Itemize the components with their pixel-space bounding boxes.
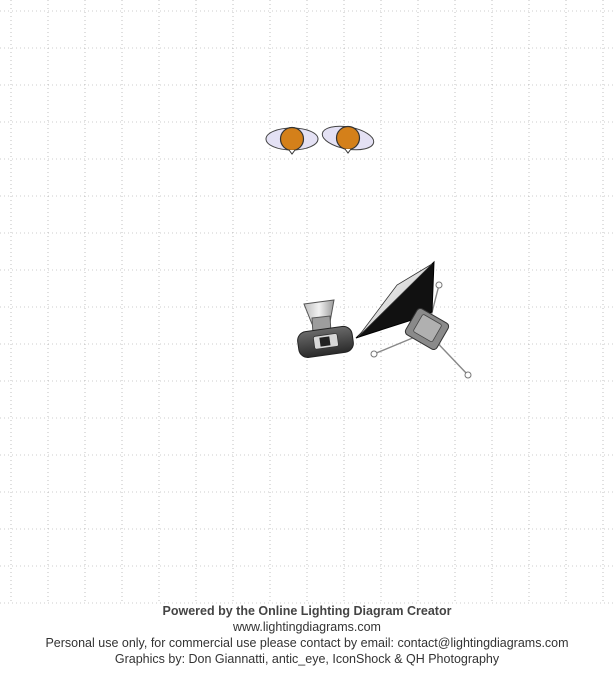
person-icon[interactable] bbox=[266, 128, 318, 155]
website-link[interactable]: www.lightingdiagrams.com bbox=[233, 620, 381, 634]
softbox-icon[interactable] bbox=[356, 262, 471, 378]
credits-text: Graphics by: Don Giannatti, antic_eye, IconShock & QH Photography bbox=[114, 652, 500, 666]
powered-by-text: Powered by the Online Lighting Diagram Creator bbox=[162, 604, 452, 618]
license-note: Personal use only, for commercial use please contact by email: contact@lightingdiagrams.com bbox=[45, 636, 569, 650]
person-icon[interactable] bbox=[320, 123, 375, 154]
footer bbox=[0, 603, 614, 667]
camera-icon[interactable] bbox=[296, 300, 354, 359]
